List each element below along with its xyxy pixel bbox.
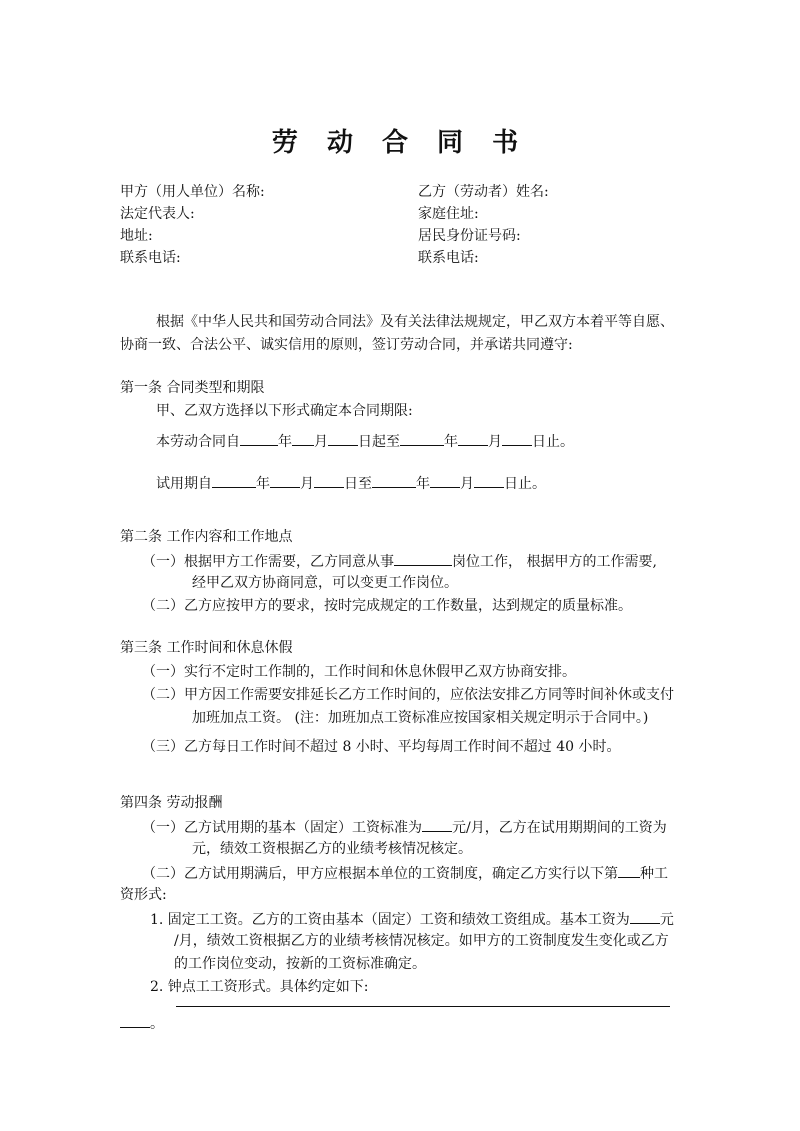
article-3-item-2-line-1: （二）甲方因工作需要安排延长乙方工作时间的，应依法安排乙方同等时间补休或支付 xyxy=(142,687,674,703)
article-3-heading: 第三条 工作时间和休息休假 xyxy=(120,640,293,656)
article-2-item-1-line-2: 经甲乙双方协商同意，可以变更工作岗位。 xyxy=(192,575,458,591)
party-b-id-label: 居民身份证号码: xyxy=(418,228,521,244)
article-4-sub-1-suffix: 元 xyxy=(659,912,674,928)
probation-end-month-blank[interactable] xyxy=(430,472,460,488)
contract-term-line xyxy=(156,430,574,452)
article-4-item-1 xyxy=(142,816,667,838)
party-b-name-label: 乙方（劳动者）姓名: xyxy=(418,184,549,200)
end-mark: 。 xyxy=(150,1016,164,1032)
article-1-heading: 第一条 合同类型和期限 xyxy=(120,380,265,396)
base-salary-blank[interactable] xyxy=(630,908,660,924)
article-4-item-1-prefix: （一）乙方试用期的基本（固定）工资标准为 xyxy=(142,820,422,836)
article-3-item-3: （三）乙方每日工作时间不超过 8 小时、平均每周工作时间不超过 40 小时。 xyxy=(142,739,621,755)
term-prefix: 本劳动合同自 xyxy=(156,434,240,450)
article-4-sub-2: 2. 钟点工工资形式。具体约定如下: xyxy=(150,979,369,995)
probation-start-day-blank[interactable] xyxy=(314,472,344,488)
term-start-year-blank[interactable] xyxy=(240,430,278,446)
job-position-blank[interactable] xyxy=(394,550,452,566)
term-end-year-blank[interactable] xyxy=(400,430,444,446)
probation-month-2: 月 xyxy=(460,476,474,492)
party-b-phone-label: 联系电话: xyxy=(418,250,479,266)
probation-prefix: 试用期自 xyxy=(156,476,212,492)
probation-term-line xyxy=(156,472,546,494)
document-title: 劳 动 合 同 书 xyxy=(271,128,529,158)
article-4-item-2-prefix: （二）乙方试用期满后，甲方应根据本单位的工资制度，确定乙方实行以下第 xyxy=(142,866,618,882)
probation-year-2: 年 xyxy=(416,476,430,492)
article-4-item-2-suffix: 种工 xyxy=(640,866,668,882)
preamble-line-1: 根据《中华人民共和国劳动合同法》及有关法律法规规定，甲乙双方本着平等自愿、 xyxy=(156,314,674,330)
probation-end-day-blank[interactable] xyxy=(474,472,504,488)
wage-form-blank[interactable] xyxy=(618,862,640,878)
probation-day-end: 日止。 xyxy=(504,476,546,492)
probation-start-year-blank[interactable] xyxy=(212,472,256,488)
article-2-item-1 xyxy=(142,550,657,572)
probation-start-month-blank[interactable] xyxy=(270,472,300,488)
term-start-day-blank[interactable] xyxy=(328,430,358,446)
party-a-phone-label: 联系电话: xyxy=(120,250,181,266)
term-month-1: 月 xyxy=(314,434,328,450)
probation-end-year-blank[interactable] xyxy=(372,472,416,488)
article-1-intro: 甲、乙双方选择以下形式确定本合同期限: xyxy=(156,403,413,419)
probation-day-to: 日至 xyxy=(344,476,372,492)
hourly-wage-terms-blank[interactable] xyxy=(120,1012,150,1028)
article-4-sub-1 xyxy=(150,908,674,930)
article-4-item-1-suffix: 元/月，乙方在试用期期间的工资为 xyxy=(452,820,667,836)
article-4-sub-1-line-3: 的工作岗位变动，按新的工资标准确定。 xyxy=(174,956,426,972)
hourly-wage-terms-line[interactable] xyxy=(176,1006,670,1007)
article-2-item-1-suffix: 岗位工作， 根据甲方的工作需要, xyxy=(452,554,657,570)
preamble-line-2: 协商一致、合法公平、诚实信用的原则，签订劳动合同，并承诺共同遵守: xyxy=(120,337,573,353)
probation-salary-blank[interactable] xyxy=(422,816,452,832)
term-day-end: 日止。 xyxy=(532,434,574,450)
term-year-2: 年 xyxy=(444,434,458,450)
article-4-sub-1-prefix: 1. 固定工工资。乙方的工资由基本（固定）工资和绩效工资组成。基本工资为 xyxy=(150,912,630,928)
party-b-home-label: 家庭住址: xyxy=(418,206,479,222)
article-2-item-2: （二）乙方应按甲方的要求，按时完成规定的工作数量，达到规定的质量标准。 xyxy=(142,598,632,614)
term-month-2: 月 xyxy=(488,434,502,450)
term-start-month-blank[interactable] xyxy=(292,430,314,446)
article-4-item-2 xyxy=(142,862,668,884)
article-2-heading: 第二条 工作内容和工作地点 xyxy=(120,529,293,545)
party-a-rep-label: 法定代表人: xyxy=(120,206,195,222)
article-3-item-1: （一）实行不定时工作制的，工作时间和休息休假甲乙双方协商安排。 xyxy=(142,664,576,680)
article-4-item-2-line-2: 资形式: xyxy=(120,887,167,903)
party-a-address-label: 地址: xyxy=(120,228,153,244)
article-4-sub-1-line-2: /月，绩效工资根据乙方的业绩考核情况核定。如甲方的工资制度发生变化或乙方 xyxy=(174,933,669,949)
term-end-day-blank[interactable] xyxy=(502,430,532,446)
article-4-item-1-line-2: 元，绩效工资根据乙方的业绩考核情况核定。 xyxy=(192,841,472,857)
article-2-item-1-prefix: （一）根据甲方工作需要，乙方同意从事 xyxy=(142,554,394,570)
probation-month-1: 月 xyxy=(300,476,314,492)
term-day-from: 日起至 xyxy=(358,434,400,450)
term-year-1: 年 xyxy=(278,434,292,450)
hourly-wage-terms-end xyxy=(120,1012,164,1034)
probation-year-1: 年 xyxy=(256,476,270,492)
article-4-heading: 第四条 劳动报酬 xyxy=(120,795,223,811)
party-a-name-label: 甲方（用人单位）名称: xyxy=(120,184,265,200)
term-end-month-blank[interactable] xyxy=(458,430,488,446)
article-3-item-2-line-2: 加班加点工资。 (注：加班加点工资标准应按国家相关规定明示于合同中。) xyxy=(192,710,649,726)
